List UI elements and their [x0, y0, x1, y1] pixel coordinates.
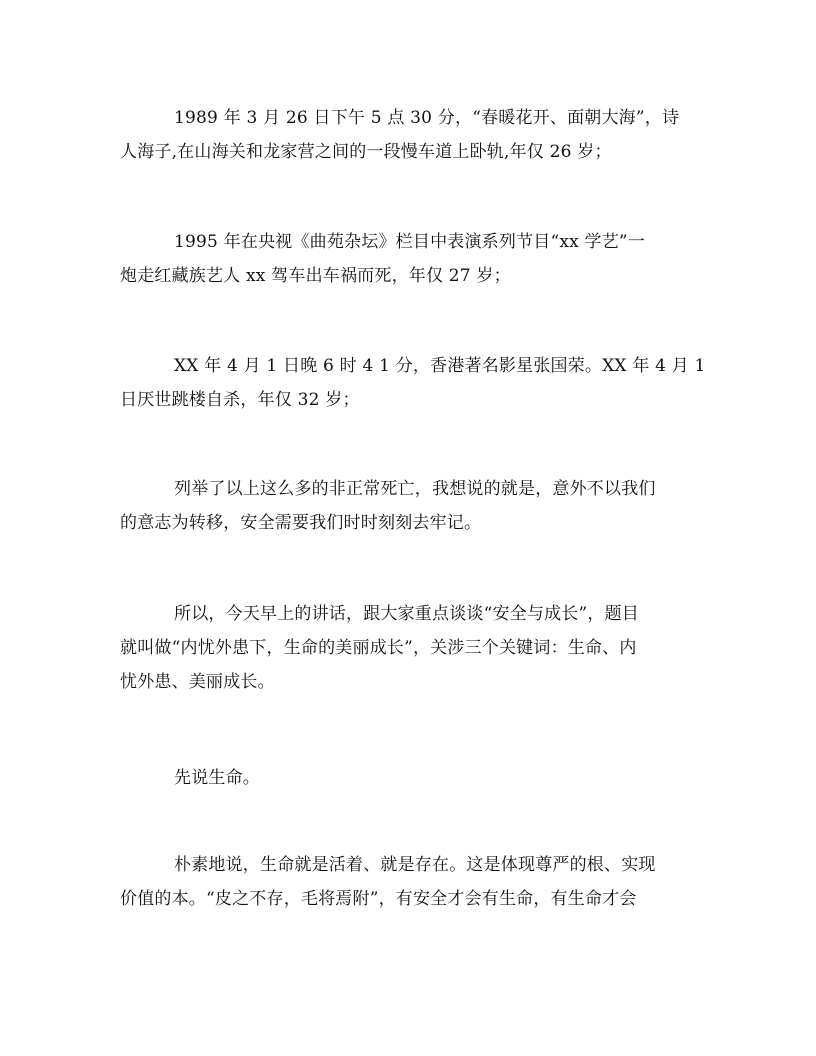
paragraph-line: 1989 年 3 月 26 日下午 5 点 30 分，“春暖花开、面朝大海”，诗 [174, 108, 680, 128]
paragraph-life-body [120, 848, 700, 916]
paragraph-line: XX 年 4 月 1 日晚 6 时 4 1 分，香港著名影星张国荣。XX 年 4 月 1 [174, 356, 706, 376]
paragraph-line: 忧外患、美丽成长。 [120, 672, 275, 692]
paragraph-topic [120, 597, 700, 699]
paragraph-line: 的意志为转移，安全需要我们时时刻刻去牢记。 [120, 513, 482, 533]
paragraph-line: 朴素地说，生命就是活着、就是存在。这是体现尊严的根、实现 [174, 855, 656, 875]
paragraph-leslie [120, 349, 706, 417]
paragraph-haizi [120, 101, 700, 169]
paragraph-life-heading [120, 761, 700, 795]
paragraph-line: 价值的本。“皮之不存，毛将焉附”，有安全才会有生命，有生命才会 [120, 889, 637, 909]
paragraph-line: 就叫做“内忧外患下，生命的美丽成长”，关涉三个关键词：生命、内 [120, 638, 637, 658]
paragraph-line: 列举了以上这么多的非正常死亡，我想说的就是，意外不以我们 [174, 479, 656, 499]
paragraph-line: 人海子,在山海关和龙家营之间的一段慢车道上卧轨,年仅 26 岁； [120, 142, 612, 162]
paragraph-line: 1995 年在央视《曲苑杂坛》栏目中表演系列节目“xx 学艺”一 [174, 232, 646, 252]
paragraph-summary [120, 472, 700, 540]
paragraph-line: 日厌世跳楼自杀，年仅 32 岁； [120, 390, 360, 410]
paragraph-artist [120, 225, 700, 293]
paragraph-line: 先说生命。 [174, 768, 260, 788]
paragraph-line: 所以，今天早上的讲话，跟大家重点谈谈“安全与成长”，题目 [174, 604, 639, 624]
paragraph-line: 炮走红藏族艺人 xx 驾车出车祸而死，年仅 27 岁； [120, 266, 511, 286]
